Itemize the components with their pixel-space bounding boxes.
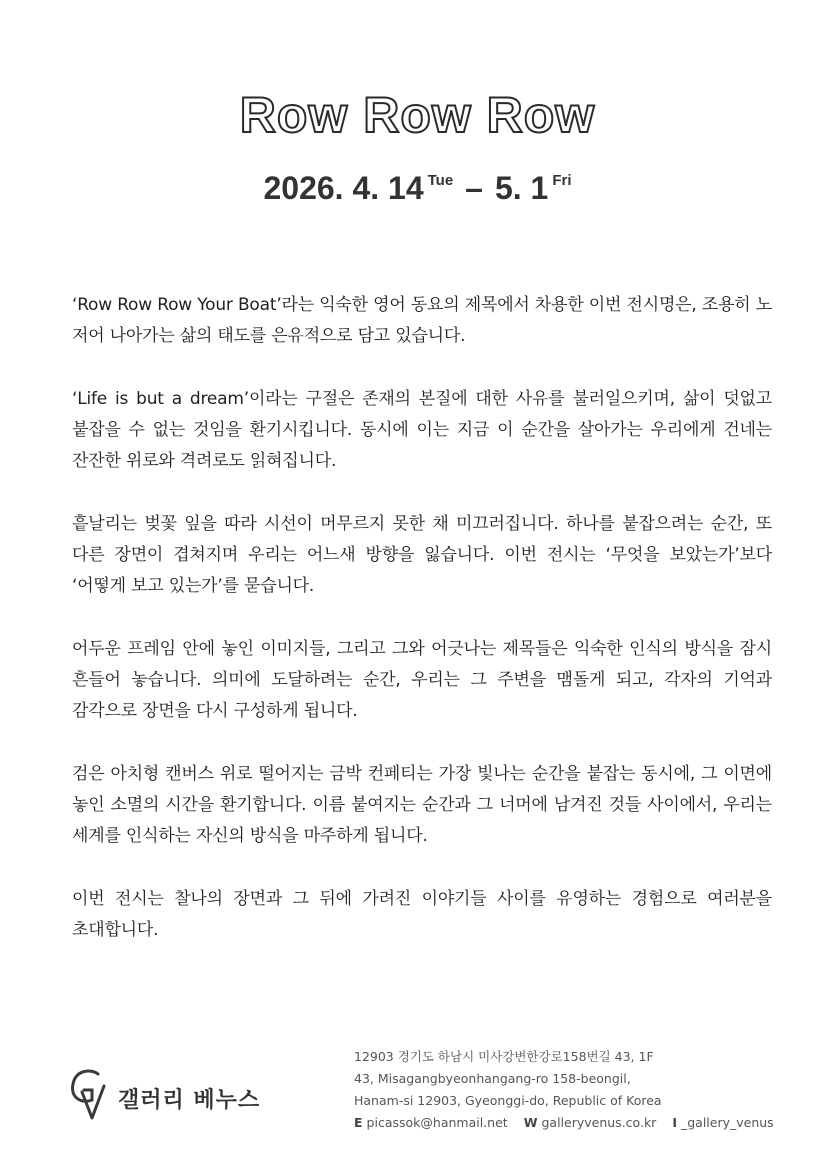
address-line-2: 43, Misagangbyeonhangang-ro 158-beongil, — [354, 1071, 631, 1086]
paragraph-6: 이번 전시는 찰나의 장면과 그 뒤에 가려진 이야기들 사이를 유영하는 경험으로 여러분을 초대합니다. — [72, 889, 772, 940]
gv-monogram-icon — [68, 1068, 110, 1122]
email-link[interactable]: picassok@hanmail.net — [366, 1115, 508, 1130]
paragraph-1: ‘Row Row Row Your Boat’라는 익숙한 영어 동요의 제목에서 차용한 이번 전시명은, 조용히 노 저어 나아가는 삶의 태도를 은유적으로 담고 있습니다. — [72, 295, 772, 346]
paragraph-4: 어두운 프레임 안에 놓인 이미지들, 그리고 그와 어긋나는 제목들은 익숙한 인식의 방식을 잠시 흔들어 놓습니다. 의미에 도달하려는 순간, 우리는 그 주변을 맴돌게 되고, 각자의 기억과 감각으로 장면을 다시 구성하게 됩니다. — [72, 639, 772, 721]
end-date: 5. 1 — [494, 170, 549, 206]
email-label: E — [354, 1115, 363, 1130]
paragraph-5: 검은 아치형 캔버스 위로 떨어지는 금박 컨페티는 가장 빛나는 순간을 붙잡는 동시에, 그 이면에 놓인 소멸의 시간을 환기합니다. 이름 붙여지는 순간과 그 너머에 남겨진 것들 사이에서, 우리는 세계를 인식하는 자신의 방식을 마주하게 됩니다. — [72, 764, 772, 846]
instagram-label: I — [672, 1115, 677, 1130]
exhibition-title: Row Row Row — [239, 87, 596, 143]
exhibition-text — [72, 290, 772, 978]
date-separator: – — [465, 170, 483, 206]
start-date: 2026. 4. 14 — [263, 170, 424, 206]
start-day: Tue — [427, 172, 454, 189]
paragraph-2: ‘Life is but a dream’이라는 구절은 존재의 본질에 대한 사유를 불러일으키며, 삶이 덧없고 붙잡을 수 없는 것임을 환기시킵니다. 동시에 이는 지금 이 순간을 살아가는 우리에게 건네는 잔잔한 위로와 격려로도 읽혀집니다. — [72, 389, 772, 471]
gallery-name: 갤러리 베누스 — [118, 1087, 261, 1113]
exhibition-dates — [0, 170, 835, 207]
gallery-logo — [68, 1068, 260, 1122]
gallery-contact — [354, 1046, 774, 1134]
address-line-1: 12903 경기도 하남시 미사강변한강로158번길 43, 1F — [354, 1049, 654, 1064]
end-day: Fri — [552, 172, 572, 189]
web-label: W — [523, 1115, 538, 1130]
paragraph-3: 흩날리는 벚꽃 잎을 따라 시선이 머무르지 못한 채 미끄러집니다. 하나를 붙잡으려는 순간, 또 다른 장면이 겹쳐지며 우리는 어느새 방향을 잃습니다. 이번 전시는 ‘무엇을 보았는가’보다 ‘어떻게 보고 있는가’를 묻습니다. — [72, 514, 772, 596]
contact-line — [354, 1112, 774, 1134]
website-link[interactable]: galleryvenus.co.kr — [541, 1115, 657, 1130]
instagram-link[interactable]: _gallery_venus — [680, 1115, 774, 1130]
address-line-3: Hanam-si 12903, Gyeonggi-do, Republic of Korea — [354, 1093, 662, 1108]
